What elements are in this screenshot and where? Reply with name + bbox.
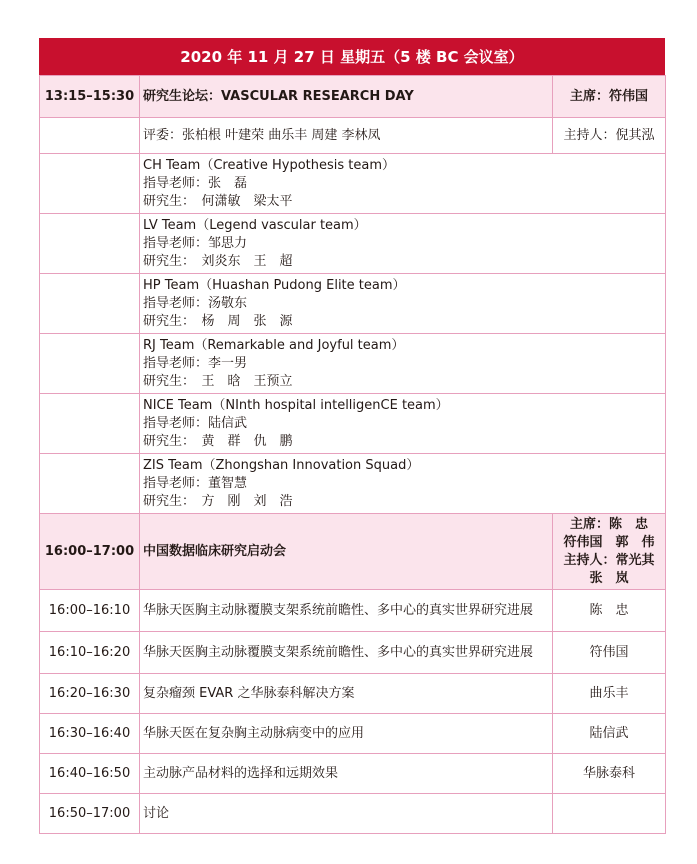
forum-chair: 主席：符伟国 <box>553 76 666 118</box>
empty-time-cell <box>40 214 140 274</box>
talk-speaker: 华脉泰科 <box>553 754 666 794</box>
talk-time: 16:20–16:30 <box>40 674 140 714</box>
talk-row <box>40 590 666 632</box>
talk-topic: 华脉天医胸主动脉覆膜支架系统前瞻性、多中心的真实世界研究进展 <box>140 590 553 632</box>
forum-time: 13:15–15:30 <box>40 76 140 118</box>
judges-row <box>40 118 666 154</box>
team-students: 研究生： 王 晗 王预立 <box>143 373 293 389</box>
talk-speaker: 曲乐丰 <box>553 674 666 714</box>
talk-speaker: 陈 忠 <box>553 590 666 632</box>
talk-time: 16:00–16:10 <box>40 590 140 632</box>
empty-time-cell <box>40 274 140 334</box>
launch-time: 16:00–17:00 <box>40 514 140 590</box>
team-row <box>40 334 666 394</box>
launch-chair-line: 符伟国 郭 伟 <box>563 534 655 550</box>
team-row <box>40 394 666 454</box>
team-advisor: 指导老师：董智慧 <box>143 475 248 491</box>
team-students: 研究生： 方 刚 刘 浩 <box>143 493 293 509</box>
empty-time-cell <box>40 454 140 514</box>
talk-time: 16:10–16:20 <box>40 632 140 674</box>
talk-row <box>40 714 666 754</box>
empty-time-cell <box>40 154 140 214</box>
team-cell <box>140 454 666 514</box>
team-cell <box>140 154 666 214</box>
forum-host: 主持人：倪其泓 <box>553 118 666 154</box>
launch-row <box>40 514 666 590</box>
talk-row <box>40 794 666 834</box>
team-row <box>40 274 666 334</box>
team-advisor: 指导老师：汤敬东 <box>143 295 248 311</box>
empty-time-cell <box>40 334 140 394</box>
team-advisor: 指导老师：李一男 <box>143 355 248 371</box>
team-students: 研究生： 刘炎东 王 超 <box>143 253 293 269</box>
talk-row <box>40 754 666 794</box>
talk-time: 16:50–17:00 <box>40 794 140 834</box>
schedule-sheet <box>39 38 665 834</box>
talk-topic: 华脉天医胸主动脉覆膜支架系统前瞻性、多中心的真实世界研究进展 <box>140 632 553 674</box>
launch-title: 中国数据临床研究启动会 <box>140 514 553 590</box>
talk-row <box>40 632 666 674</box>
launch-chair-line: 主席：陈 忠 <box>569 516 648 532</box>
talk-time: 16:40–16:50 <box>40 754 140 794</box>
team-students: 研究生： 黄 群 仇 鹏 <box>143 433 293 449</box>
team-advisor: 指导老师：陆信武 <box>143 415 248 431</box>
schedule-title: 2020 年 11 月 27 日 星期五（5 楼 BC 会议室） <box>39 38 665 75</box>
team-name: HP Team（Huashan Pudong Elite team） <box>143 277 406 293</box>
team-row <box>40 214 666 274</box>
team-advisor: 指导老师：邹思力 <box>143 235 248 251</box>
team-advisor: 指导老师：张 磊 <box>143 175 248 191</box>
launch-chairs <box>553 514 666 590</box>
talk-speaker: 符伟国 <box>553 632 666 674</box>
talk-row <box>40 674 666 714</box>
team-name: ZIS Team（Zhongshan Innovation Squad） <box>143 457 420 473</box>
team-row <box>40 154 666 214</box>
talk-time: 16:30–16:40 <box>40 714 140 754</box>
empty-time-cell <box>40 118 140 154</box>
empty-time-cell <box>40 394 140 454</box>
team-cell <box>140 334 666 394</box>
team-name: CH Team（Creative Hypothesis team） <box>143 157 396 173</box>
launch-chair-line: 张 岚 <box>589 570 629 586</box>
talk-speaker: 陆信武 <box>553 714 666 754</box>
launch-chair-line: 主持人：常光其 <box>563 552 655 568</box>
team-students: 研究生： 杨 周 张 源 <box>143 313 293 329</box>
talk-speaker <box>553 794 666 834</box>
schedule-table <box>39 75 666 834</box>
talk-topic: 讨论 <box>140 794 553 834</box>
team-name: LV Team（Legend vascular team） <box>143 217 367 233</box>
forum-row <box>40 76 666 118</box>
team-students: 研究生： 何潇敏 梁太平 <box>143 193 293 209</box>
talk-topic: 华脉天医在复杂胸主动脉病变中的应用 <box>140 714 553 754</box>
talk-topic: 复杂瘤颈 EVAR 之华脉泰科解决方案 <box>140 674 553 714</box>
team-name: NICE Team（NInth hospital intelligenCE team） <box>143 397 449 413</box>
team-cell <box>140 274 666 334</box>
forum-judges: 评委：张柏根 叶建荣 曲乐丰 周建 李林凤 <box>140 118 553 154</box>
team-row <box>40 454 666 514</box>
team-cell <box>140 214 666 274</box>
team-name: RJ Team（Remarkable and Joyful team） <box>143 337 405 353</box>
team-cell <box>140 394 666 454</box>
talk-topic: 主动脉产品材料的选择和远期效果 <box>140 754 553 794</box>
forum-title: 研究生论坛：VASCULAR RESEARCH DAY <box>140 76 553 118</box>
